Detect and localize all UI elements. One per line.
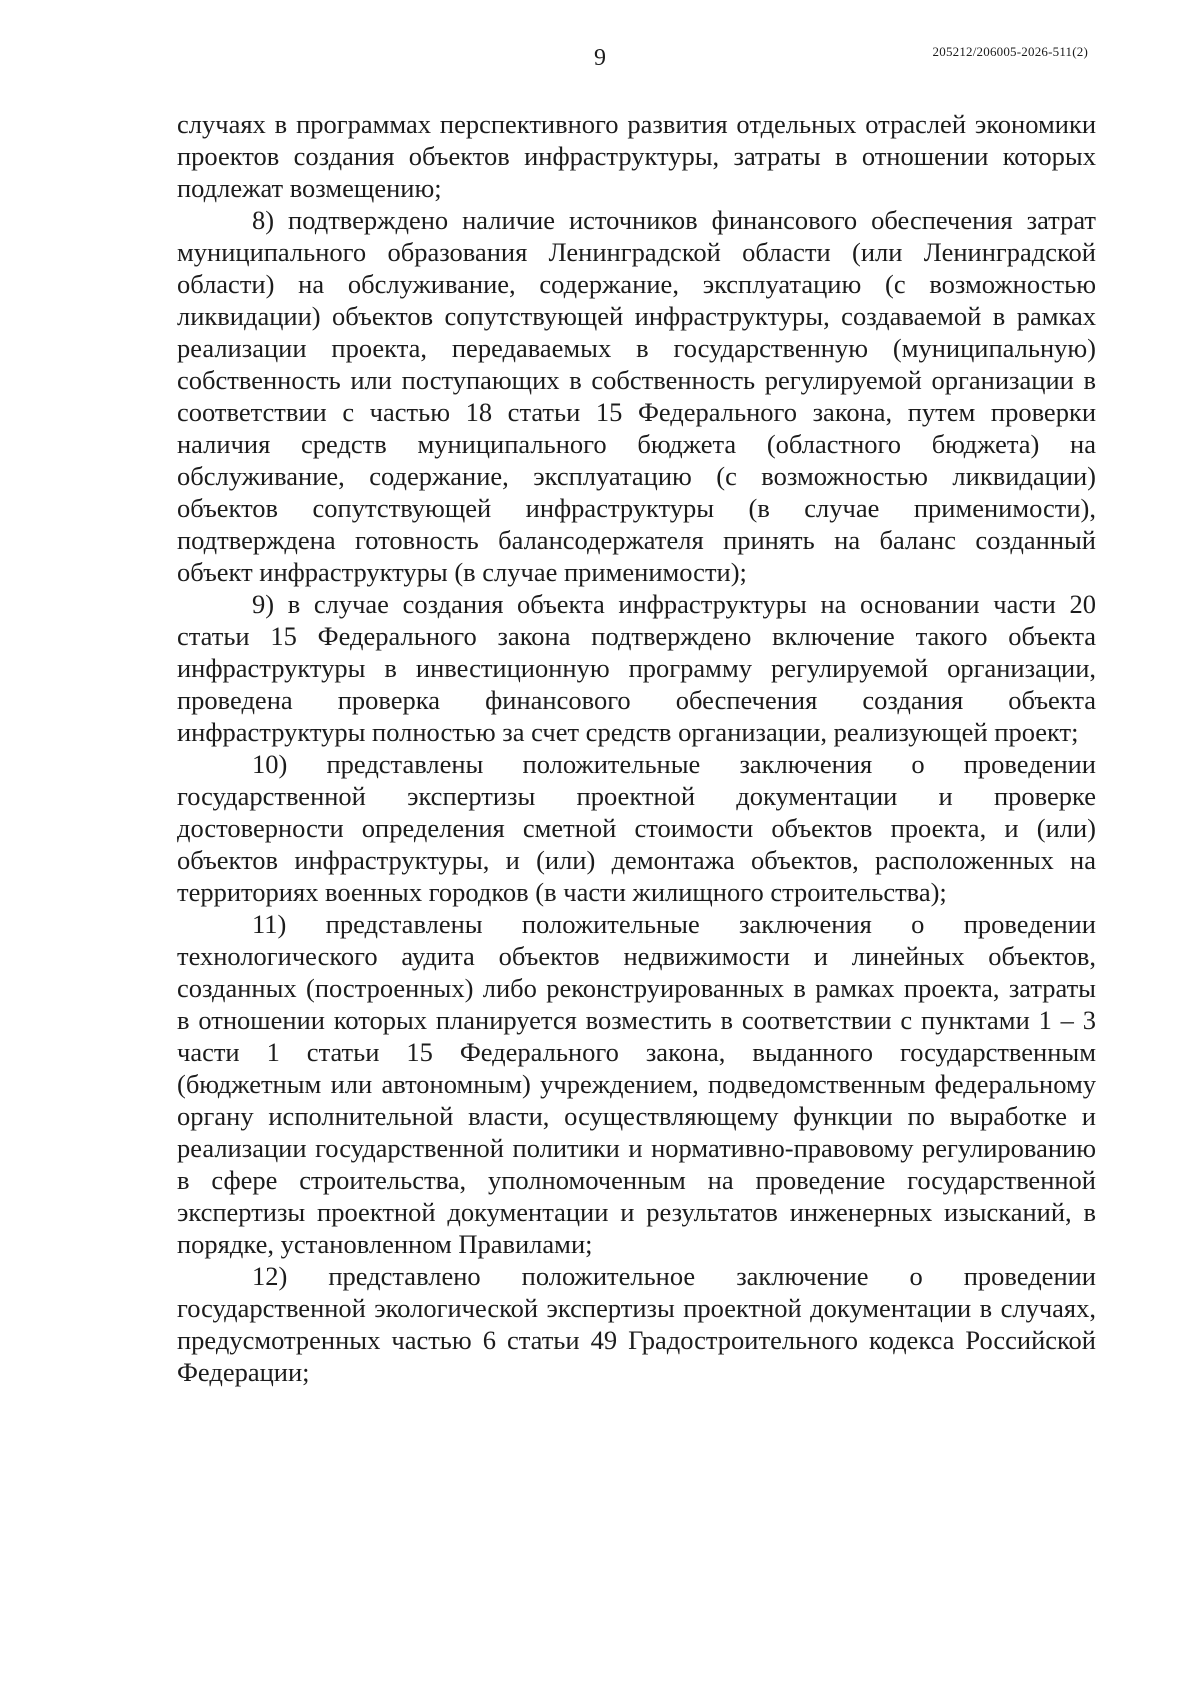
paragraph-continuation: случаях в программах перспективного развития отдельных отраслей экономики проектов создания объектов инфраструктуры, затраты в отношении которых подлежат возмещению;	[177, 109, 1096, 203]
document-body	[177, 108, 1096, 1388]
paragraph-item-11: 11) представлены положительные заключения о проведении технологического аудита объектов недвижимости и линейных объектов, созданных (построенных) либо реконструированных в рамках проекта, затраты в отношении которых планируется возместить в соответствии с пунктами 1 – 3 части 1 статьи 15 Федерального закона, выданного государственным (бюджетным или автономным) учреждением, подведомственным федеральному органу исполнительной власти, осуществляющему функции по выработке и реализации государственной политики и нормативно-правовому регулированию в сфере строительства, уполномоченным на проведение государственной экспертизы проектной документации и результатов инженерных изысканий, в порядке, установленном Правилами;	[177, 909, 1096, 1259]
document-code: 205212/206005-2026-511(2)	[932, 44, 1088, 59]
paragraph-item-9: 9) в случае создания объекта инфраструктуры на основании части 20 статьи 15 Федерального закона подтверждено включение такого объекта инфраструктуры в инвестиционную программу регулируемой организации, проведена проверка финансового обеспечения создания объекта инфраструктуры полностью за счет средств организации, реализующей проект;	[177, 589, 1096, 747]
paragraph-item-8: 8) подтверждено наличие источников финансового обеспечения затрат муниципального образования Ленинградской области (или Ленинградской области) на обслуживание, содержание, эксплуатацию (с возможностью ликвидации) объектов сопутствующей инфраструктуры, создаваемой в рамках реализации проекта, передаваемых в государственную (муниципальную) собственность или поступающих в собственность регулируемой организации в соответствии с частью 18 статьи 15 Федерального закона, путем проверки наличия средств муниципального бюджета (областного бюджета) на обслуживание, содержание, эксплуатацию (с возможностью ликвидации) объектов сопутствующей инфраструктуры (в случае применимости), подтверждена готовность балансодержателя принять на баланс созданный объект инфраструктуры (в случае применимости);	[177, 205, 1096, 587]
page-number: 9	[594, 45, 606, 71]
paragraph-item-12: 12) представлено положительное заключение о проведении государственной экологической экспертизы проектной документации в случаях, предусмотренных частью 6 статьи 49 Градостроительного кодекса Российской Федерации;	[177, 1261, 1096, 1387]
paragraph-item-10: 10) представлены положительные заключения о проведении государственной экспертизы проектной документации и проверке достоверности определения сметной стоимости объектов проекта, и (или) объектов инфраструктуры, и (или) демонтажа объектов, расположенных на территориях военных городков (в части жилищного строительства);	[177, 749, 1096, 907]
